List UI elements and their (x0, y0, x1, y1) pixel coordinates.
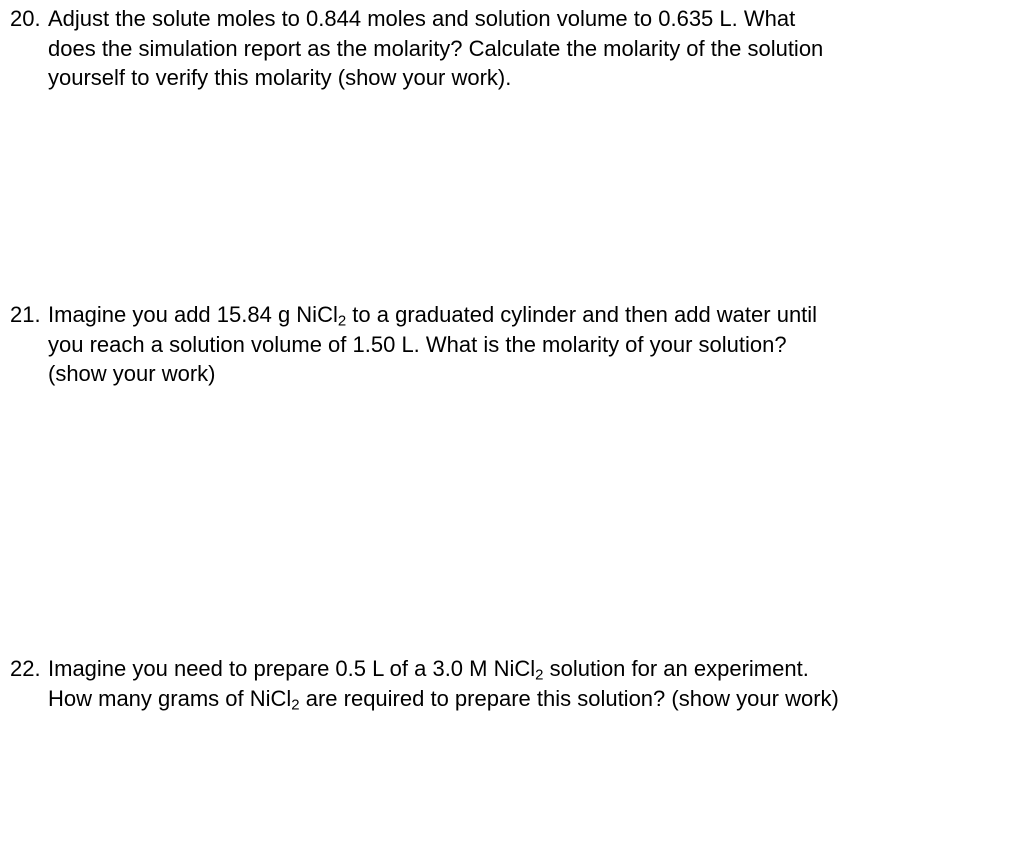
question-line: yourself to verify this molarity (show your work). (48, 65, 512, 90)
question-text (48, 4, 1010, 93)
subscript: 2 (535, 666, 544, 684)
question-line: Adjust the solute moles to 0.844 moles and solution volume to 0.635 L. What (48, 6, 796, 31)
question-text (48, 654, 1010, 713)
question-text (48, 300, 1010, 389)
question-line: does the simulation report as the molarity? Calculate the molarity of the solution (48, 35, 824, 61)
question-line: (show your work) (48, 361, 216, 386)
subscript: 2 (291, 695, 300, 713)
question-22 (10, 654, 1010, 713)
question-line: Imagine you add 15.84 g NiCl$_2$ to a graduated cylinder and then add water until (48, 302, 818, 330)
question-line: How many grams of NiCl$_2$ are required to prepare this solution? (show your work) (48, 685, 839, 713)
subscript: 2 (337, 312, 347, 330)
question-line: Imagine you need to prepare 0.5 L of a 3.0 M NiCl$_2$ solution for an experiment. (48, 656, 809, 684)
question-number: 22. (10, 656, 41, 681)
question-21 (10, 300, 1010, 389)
question-number: 21. (10, 302, 41, 327)
question-line: you reach a solution volume of 1.50 L. What is the molarity of your solution? (48, 331, 787, 357)
question-20 (10, 4, 1010, 93)
question-number: 20. (10, 6, 41, 31)
